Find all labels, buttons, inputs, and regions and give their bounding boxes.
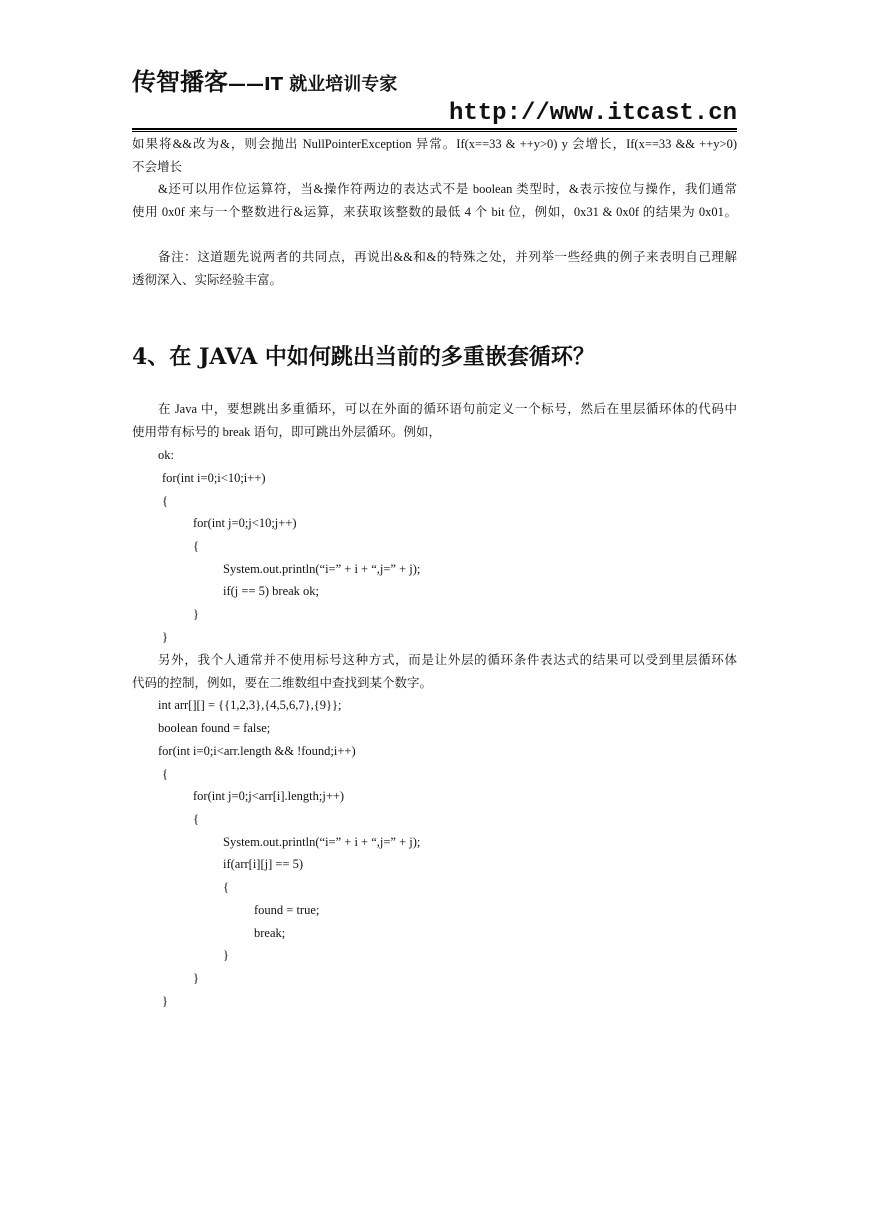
code-line: { bbox=[193, 812, 199, 826]
code-line: ok: bbox=[158, 448, 174, 462]
code-line: for(int i=0;i<arr.length && !found;i++) bbox=[158, 744, 356, 758]
code-line: } bbox=[193, 607, 199, 621]
intro-line: 如果将&&改为&，则会抛出 NullPointerException 异常。If(x==33 & ++y>0) y 会增长，If(x==33 && ++y>0) bbox=[132, 137, 737, 151]
brand-main: 传智播客 bbox=[132, 68, 228, 96]
paragraph-line: 使用带有标号的 break 语句，即可跳出外层循环。例如， bbox=[132, 425, 442, 439]
intro-line: &还可以用作位运算符，当&操作符两边的表达式不是 boolean 类型时，&表示按位与操作，我们通常 bbox=[158, 182, 737, 196]
header-url: http://www.itcast.cn bbox=[448, 100, 737, 127]
code-line: for(int i=0;i<10;i++) bbox=[162, 471, 266, 485]
code-line: for(int j=0;j<10;j++) bbox=[193, 516, 297, 530]
code-line: { bbox=[162, 494, 168, 508]
code-line: } bbox=[193, 971, 199, 985]
paragraph-line: 代码的控制，例如，要在二维数组中查找到某个数字。 bbox=[132, 676, 433, 690]
code-line: System.out.println(“i=” + i + “,j=” + j); bbox=[223, 835, 421, 849]
note-line: 透彻深入、实际经验丰富。 bbox=[132, 273, 283, 287]
code-line: System.out.println(“i=” + i + “,j=” + j); bbox=[223, 562, 421, 576]
code-line: if(arr[i][j] == 5) bbox=[223, 857, 304, 871]
code-line: { bbox=[223, 880, 229, 894]
code-line: } bbox=[162, 994, 168, 1008]
code-line: if(j == 5) break ok; bbox=[223, 584, 320, 598]
brand-title bbox=[132, 62, 397, 97]
code-line: found = true; bbox=[254, 903, 320, 917]
intro-line: 不会增长 bbox=[132, 160, 183, 174]
intro-line: 使用 0x0f 来与一个整数进行&运算，来获取该整数的最低 4 个 bit 位，例如，0x31 & 0x0f 的结果为 0x01。 bbox=[132, 205, 737, 219]
header-rule-thin bbox=[132, 131, 737, 132]
paragraph-line: 在 Java 中，要想跳出多重循环，可以在外面的循环语句前定义一个标号，然后在里层循环体的代码中 bbox=[158, 402, 737, 416]
note-line: 备注：这道题先说两者的共同点，再说出&&和&的特殊之处，并列举一些经典的例子来表明自己理解 bbox=[158, 250, 737, 264]
code-line: { bbox=[193, 539, 199, 553]
code-line: int arr[][] = {{1,2,3},{4,5,6,7},{9}}; bbox=[158, 698, 342, 712]
paragraph-line: 另外，我个人通常并不使用标号这种方式，而是让外层的循环条件表达式的结果可以受到里层循环体 bbox=[158, 653, 737, 667]
code-line: } bbox=[162, 630, 168, 644]
code-line: } bbox=[223, 948, 229, 962]
code-line: { bbox=[162, 767, 168, 781]
header-rule bbox=[132, 128, 737, 130]
section-heading: 4、在 JAVA 中如何跳出当前的多重嵌套循环？ bbox=[132, 344, 595, 370]
code-line: break; bbox=[254, 926, 286, 940]
code-line: boolean found = false; bbox=[158, 721, 271, 735]
code-line: for(int j=0;j<arr[i].length;j++) bbox=[193, 789, 345, 803]
brand-subtitle: ——IT 就业培训专家 bbox=[228, 74, 398, 95]
